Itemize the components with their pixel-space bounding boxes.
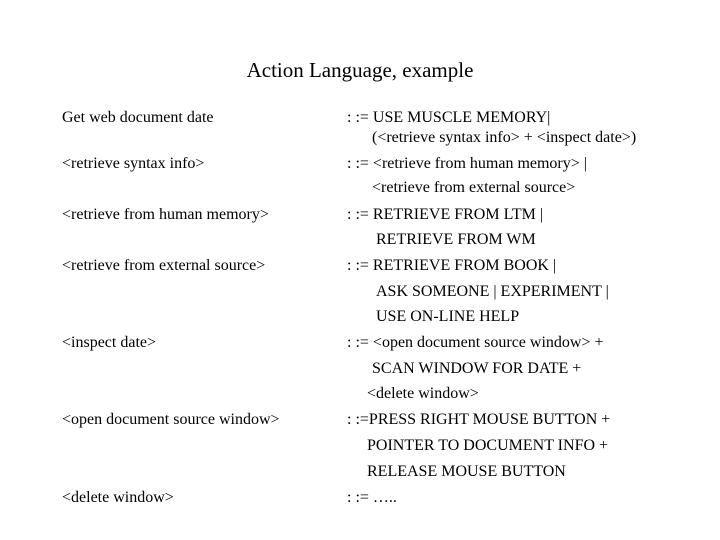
rule-name-retrieve-from-external-source: <retrieve from external source> [62,257,266,274]
rule-definition-line: : := USE MUSCLE MEMORY| [347,109,551,126]
rule-definition-line: <delete window> [367,385,479,402]
rule-definition-line: : := <retrieve from human memory> | [347,155,587,172]
rule-definition-line: POINTER TO DOCUMENT INFO + [367,437,609,454]
rule-definition-line: : := ….. [347,489,397,506]
rule-name-delete-window: <delete window> [62,489,174,506]
rule-name-inspect-date: <inspect date> [62,334,157,351]
rule-definition-line: USE ON-LINE HELP [376,308,520,325]
rule-name-open-document-source-window: <open document source window> [62,411,280,428]
rule-definition-line: : := <open document source window> + [347,334,604,351]
rule-definition-line: <retrieve from external source> [372,179,576,196]
rule-name-get-web-document-date: Get web document date [62,109,214,126]
rule-definition-line: (<retrieve syntax info> + <inspect date>) [372,129,637,146]
rule-name-retrieve-syntax-info: <retrieve syntax info> [62,155,205,172]
slide-title: Action Language, example [246,58,474,82]
rule-definition-line: : := RETRIEVE FROM BOOK | [347,257,557,274]
rule-name-retrieve-from-human-memory: <retrieve from human memory> [62,206,269,223]
rule-definition-line: ASK SOMEONE | EXPERIMENT | [376,283,609,300]
rule-definition-line: RELEASE MOUSE BUTTON [367,463,566,480]
rule-definition-line: : := RETRIEVE FROM LTM | [347,206,544,223]
rule-definition-line: RETRIEVE FROM WM [376,231,536,248]
rule-definition-line: SCAN WINDOW FOR DATE + [372,360,582,377]
rule-definition-line: : :=PRESS RIGHT MOUSE BUTTON + [347,411,611,428]
